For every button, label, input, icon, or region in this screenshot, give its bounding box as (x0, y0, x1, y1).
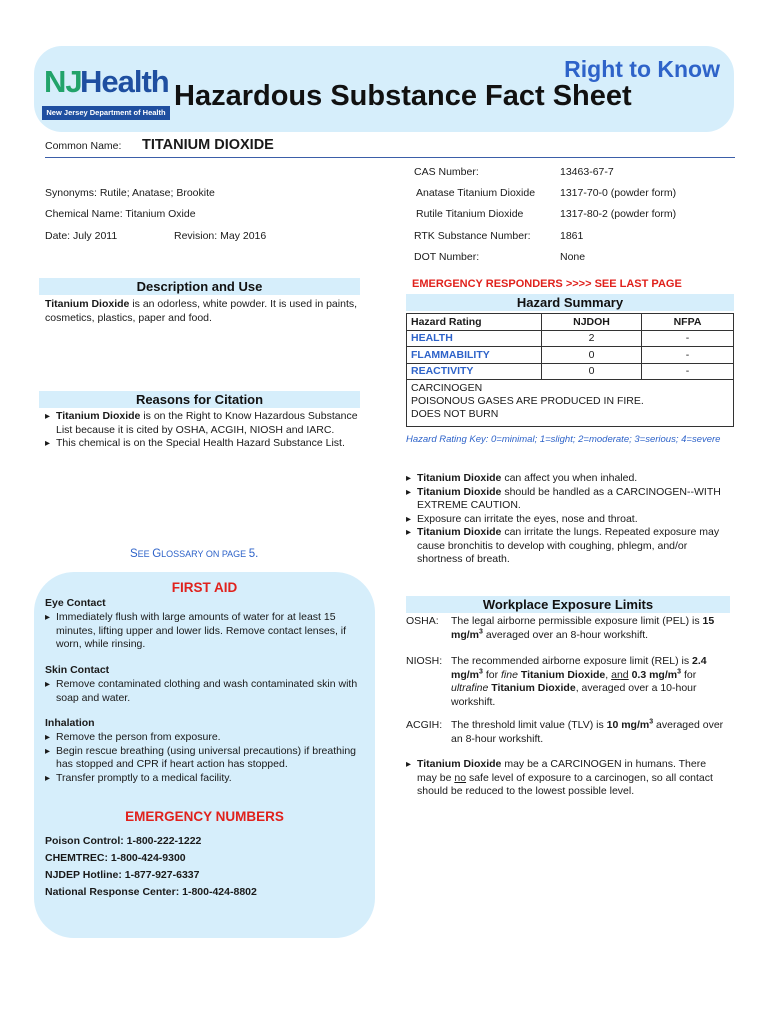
effect-text: Exposure can irritate the eyes, nose and throat. (417, 512, 638, 525)
header-banner (34, 46, 734, 132)
hazard-name: FLAMMABILITY (407, 347, 542, 364)
niosh-fine: fine (501, 668, 518, 681)
first-aid-item: ▸ Remove contaminated clothing and wash contaminated skin with soap and water. (45, 678, 365, 705)
skin-contact-list (45, 678, 365, 705)
acgih-text-a: The threshold limit value (TLV) is (451, 719, 607, 731)
acgih-value: 10 mg/m (606, 719, 650, 731)
right-to-know-title: Right to Know (564, 56, 720, 82)
poison-control: Poison Control: 1-800-222-1222 (45, 835, 202, 847)
logo-nj-text: NJ (44, 64, 82, 99)
eye-contact-list (45, 611, 365, 652)
hazard-note: CARCINOGEN (411, 382, 483, 394)
carc-text-b: safe level of exposure to a carcinogen, so all contact should be reduced to the lowest possible level. (417, 771, 713, 797)
hazard-rating-key: Hazard Rating Key: 0=minimal; 1=slight; 2=moderate; 3=serious; 4=severe (406, 434, 721, 445)
description-title: Description and Use (39, 278, 360, 295)
common-name-label: Common Name: (45, 140, 122, 152)
citation-item-text: This chemical is on the Special Health Hazard Substance List. (56, 437, 345, 449)
acgih-sup: 3 (649, 718, 654, 726)
rutile-value: 1317-80-2 (powder form) (560, 208, 677, 220)
hazard-note: POISONOUS GASES ARE PRODUCED IN FIRE. (411, 395, 644, 407)
hazard-nfpa: - (642, 330, 734, 347)
hazard-table (406, 313, 734, 427)
skin-contact-title: Skin Contact (45, 664, 110, 676)
table-row (407, 330, 734, 347)
anatase-label: Anatase Titanium Dioxide (416, 187, 536, 199)
dot-number-label: DOT Number: (414, 251, 480, 263)
synonyms: Synonyms: Rutile; Anatase; Brookite (45, 187, 215, 199)
niosh-for-2: for (683, 668, 697, 681)
rutile-label: Rutile Titanium Dioxide (416, 208, 524, 220)
niosh-sup-2: 3 (677, 668, 682, 675)
effect-bold: Titanium Dioxide (417, 472, 502, 484)
hazard-notes (407, 380, 734, 427)
carc-text-a: may be a CARCINOGEN in humans. There may be (417, 758, 707, 784)
hazard-name: HEALTH (407, 330, 542, 347)
glossary-g: G (152, 548, 162, 560)
effect-bold: Titanium Dioxide (417, 485, 502, 498)
emergency-responders-note: EMERGENCY RESPONDERS >>>> SEE LAST PAGE (412, 278, 682, 290)
anatase-value: 1317-70-0 (powder form) (560, 187, 677, 199)
niosh-limit (406, 655, 734, 711)
niosh-value-2: 0.3 mg/m (631, 668, 678, 681)
niosh-and: and (611, 668, 629, 681)
effect-item (406, 472, 732, 486)
table-row (407, 347, 734, 364)
niosh-for: for (482, 668, 502, 681)
hazard-col-header: NFPA (642, 314, 734, 331)
acgih-text-b: averaged over an 8-hour workshift. (451, 719, 724, 745)
glossary-see-rest: EE (137, 549, 153, 559)
niosh-text-end: , averaged over a 10-hour workshift. (451, 682, 697, 708)
niosh-sup-1: 3 (479, 668, 483, 675)
effects-list (406, 472, 732, 567)
niosh-substance-2: Titanium Dioxide (491, 682, 576, 694)
first-aid-item: ▸ Immediately flush with large amounts of water for at least 15 minutes, lifting upper and lower lids. Remove contact lenses, if worn, while rinsing. (45, 611, 365, 652)
nj-health-logo (40, 64, 170, 124)
hazard-col-header: NJDOH (542, 314, 642, 331)
citation-list (45, 410, 363, 451)
effect-text: can affect you when inhaled. (501, 472, 638, 484)
revision: Revision: May 2016 (174, 230, 267, 242)
first-aid-item: ▸ Begin rescue breathing (using universal precautions) if breathing has stopped and CPR if heart action has stopped. (45, 745, 367, 772)
first-aid-title: FIRST AID (171, 580, 238, 595)
description-text (45, 298, 361, 325)
effect-text: can irritate the lungs. Repeated exposure may cause bronchitis to develop with coughing, phlegm, and/or shortness of breath. (417, 526, 720, 565)
effect-text: should be handled as a CARCINOGEN--WITH EXTREME CAUTION. (417, 485, 721, 511)
niosh-ultrafine: ultrafine (451, 682, 489, 694)
carcinogen-note-list (406, 758, 724, 799)
citation-title: Reasons for Citation (39, 391, 360, 408)
niosh-text-a: The recommended airborne exposure limit (REL) is (451, 655, 693, 667)
table-row (407, 363, 734, 380)
first-aid-item: ▸ Transfer promptly to a medical facility. (45, 772, 367, 786)
citation-item (45, 410, 363, 437)
date: Date: July 2011 (45, 230, 118, 242)
hazard-name: REACTIVITY (407, 363, 542, 380)
citation-item-text: is on the Right to Know Hazardous Substance List because it is cited by OSHA, ACGIH, NIOSH and IARC. (56, 410, 358, 436)
dot-number-value: None (560, 251, 586, 263)
effect-item (406, 486, 732, 513)
citation-item (45, 437, 363, 451)
hazard-nfpa: - (642, 347, 734, 364)
first-aid-item: ▸ Remove the person from exposure. (45, 731, 367, 745)
description-rest: is an odorless, white powder. It is used in paints, cosmetics, plastics, paper and food. (45, 298, 358, 324)
effect-item (406, 513, 732, 527)
logo-wordmark (40, 64, 170, 106)
common-name-row (45, 138, 735, 158)
inhalation-title: Inhalation (45, 717, 95, 729)
emergency-numbers-title: EMERGENCY NUMBERS (125, 809, 284, 824)
carcinogen-note (406, 758, 724, 799)
njdep-hotline: NJDEP Hotline: 1-877-927-6337 (45, 869, 200, 881)
osha-limit (406, 615, 734, 645)
glossary-page: 5. (248, 548, 259, 560)
rtk-number-label: RTK Substance Number: (414, 230, 531, 242)
cas-label: CAS Number: (414, 166, 479, 178)
common-name-value: TITANIUM DIOXIDE (142, 137, 274, 153)
eye-contact-title: Eye Contact (45, 597, 106, 609)
niosh-comma: , (605, 668, 612, 681)
hazard-note: DOES NOT BURN (411, 408, 499, 420)
glossary-link[interactable] (130, 548, 258, 560)
cas-value: 13463-67-7 (560, 166, 614, 178)
osha-label: OSHA: (406, 615, 439, 627)
chemical-name: Chemical Name: Titanium Oxide (45, 208, 196, 220)
osha-text-b: averaged over an 8-hour workshift. (482, 628, 649, 641)
logo-health-text: Health (80, 64, 169, 99)
carc-no: no (454, 771, 467, 784)
hazard-njdoh: 2 (542, 330, 642, 347)
page-title: Hazardous Substance Fact Sheet (174, 80, 632, 112)
acgih-text (451, 719, 731, 746)
inhalation-list (45, 731, 367, 785)
hazard-njdoh: 0 (542, 363, 642, 380)
national-response-center: National Response Center: 1-800-424-8802 (45, 886, 257, 898)
logo-subtitle: New Jersey Department of Health (42, 106, 170, 120)
niosh-value-1: 2.4 mg/m (451, 655, 707, 681)
hazard-nfpa: - (642, 363, 734, 380)
acgih-label: ACGIH: (406, 719, 443, 731)
glossary-s: S (130, 548, 138, 560)
wel-title: Workplace Exposure Limits (406, 596, 730, 613)
chemtrec: CHEMTREC: 1-800-424-9300 (45, 852, 186, 864)
glossary-g-rest: LOSSARY ON PAGE (161, 549, 249, 559)
effect-bold: Titanium Dioxide (417, 526, 502, 538)
osha-sup: 3 (479, 628, 483, 635)
hazard-notes-row (407, 380, 734, 427)
hazard-table-header (407, 314, 734, 331)
osha-text-a: The legal airborne permissible exposure limit (PEL) is (451, 615, 703, 627)
description-bold: Titanium Dioxide (45, 298, 130, 310)
rtk-number-value: 1861 (560, 230, 584, 242)
first-aid-panel (34, 572, 375, 938)
hazard-col-header: Hazard Rating (407, 314, 542, 331)
citation-item-bold: Titanium Dioxide (56, 410, 141, 422)
niosh-text (451, 655, 731, 709)
hazard-njdoh: 0 (542, 347, 642, 364)
effect-item (406, 526, 732, 567)
acgih-limit (406, 719, 734, 749)
niosh-label: NIOSH: (406, 655, 443, 667)
osha-text (451, 615, 731, 642)
carc-bold: Titanium Dioxide (417, 758, 502, 770)
hazard-summary-title: Hazard Summary (406, 294, 734, 311)
osha-value: 15 mg/m (451, 615, 715, 641)
niosh-substance: Titanium Dioxide (520, 668, 606, 681)
